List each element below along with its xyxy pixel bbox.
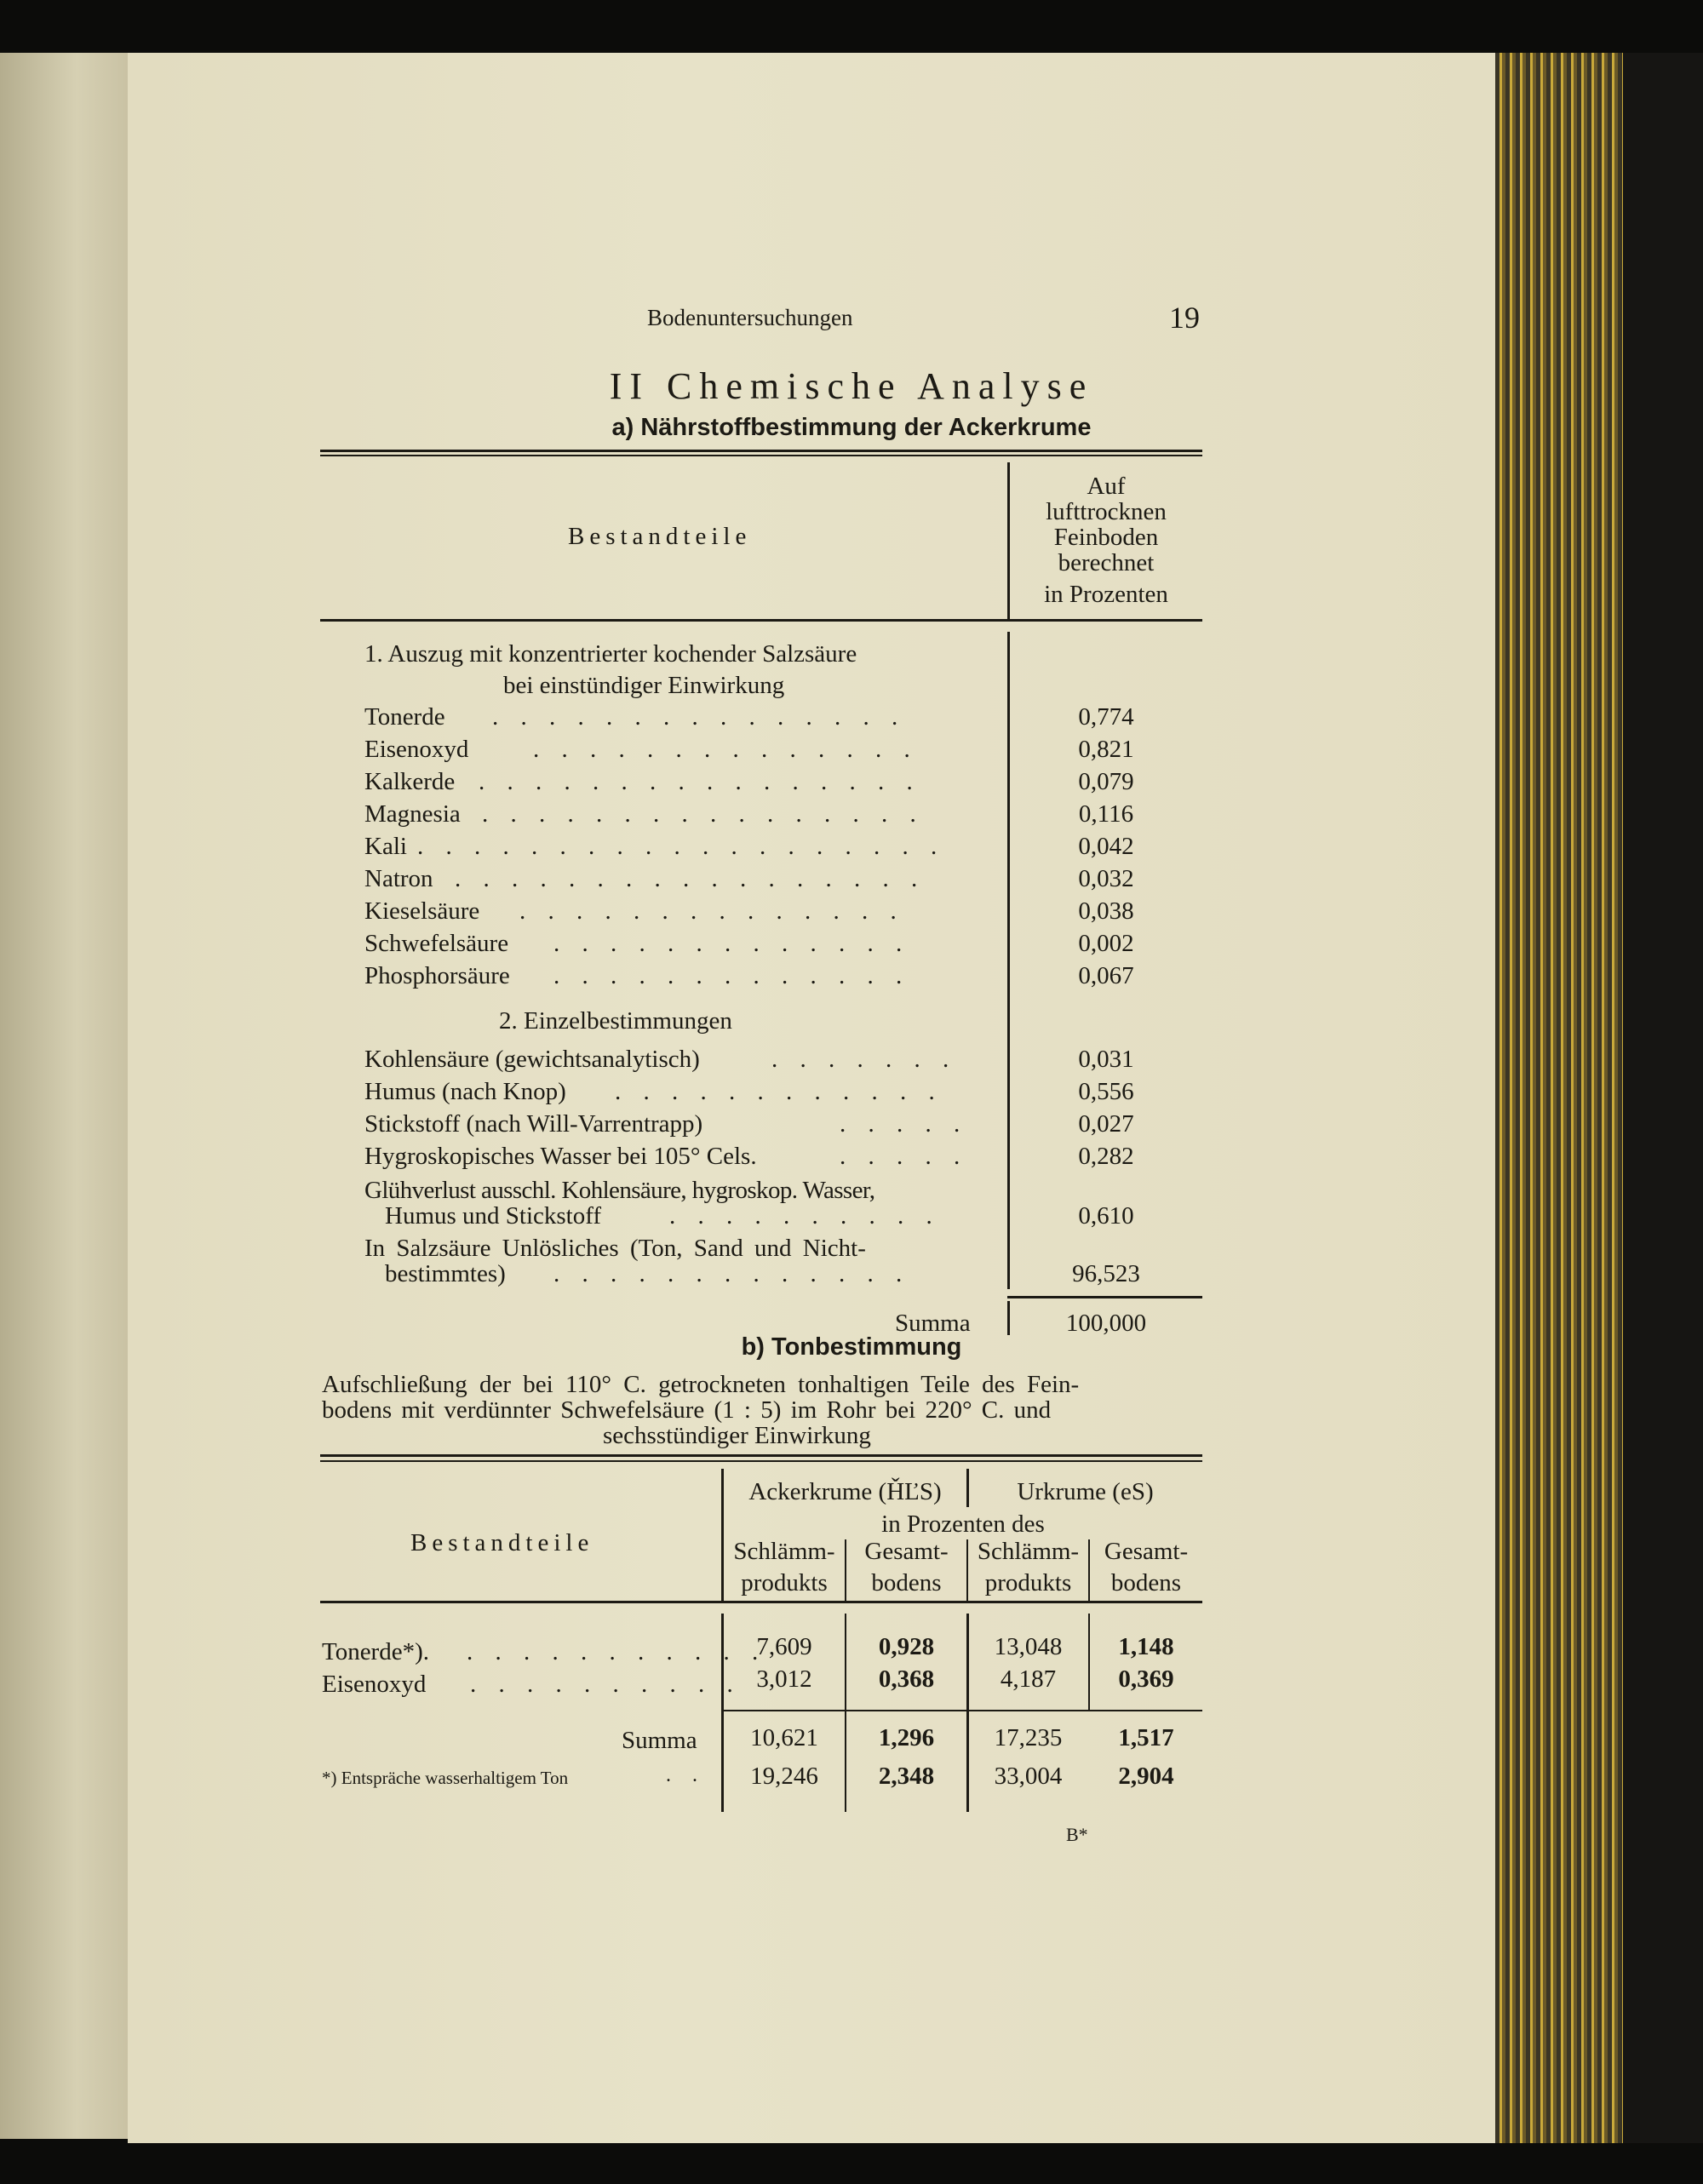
table-a-summa-rule (1007, 1296, 1202, 1298)
subsection-a-title: a) Nährstoffbestimmung der Ackerkrume (611, 414, 1092, 441)
table-a-summa-label: Summa (895, 1310, 971, 1337)
table-b-col1-header: Bestandteile (410, 1529, 594, 1556)
table-a-top-rule (320, 450, 1202, 452)
group1-title-line2: bei einstündiger Einwirkung (503, 672, 785, 699)
table-a-col1-header: Bestandteile (568, 523, 752, 550)
table-b-group-ackerkrume: Ackerkrume (ȞĽS) (748, 1478, 942, 1505)
running-head: Bodenuntersuchungen (647, 305, 853, 330)
table-b-group-urkrume: Urkrume (eS) (1017, 1478, 1154, 1505)
table-a-summa-value: 100,000 (1065, 1310, 1147, 1337)
group1-title-line1: 1. Auszug mit konzentrierter kochender Salzsäure (364, 640, 857, 668)
page-number: 19 (1169, 301, 1200, 335)
signature-mark: B* (1066, 1824, 1088, 1845)
table-a-top-rule-thin (320, 455, 1202, 456)
section-title: II Chemische Analyse (609, 365, 1094, 407)
table-b-in-prozenten: in Prozenten des (881, 1510, 1045, 1538)
subsection-b-title: b) Tonbestimmung (741, 1333, 962, 1361)
table-a-header-rule (320, 619, 1202, 622)
group2-title: 2. Einzelbestimmungen (499, 1007, 732, 1035)
